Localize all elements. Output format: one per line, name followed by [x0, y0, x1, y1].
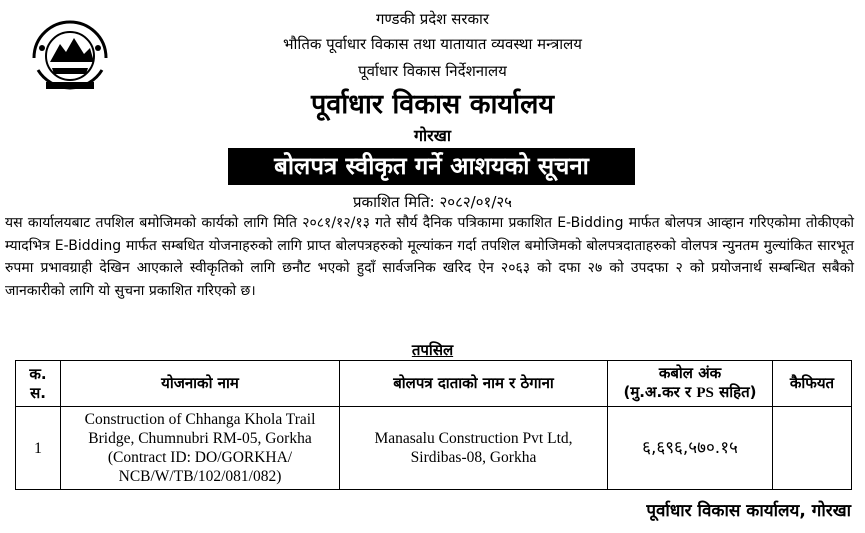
nepal-emblem-icon — [28, 18, 112, 94]
ministry-name: भौतिक पूर्वाधार विकास तथा यातायात व्यवस्था मन्त्रालय — [283, 35, 582, 53]
header-amount-part-b: PS — [696, 385, 714, 401]
schedule-title-text: तपसिल — [411, 341, 454, 359]
row-sn: 1 — [16, 407, 61, 490]
bidder-line: Manasalu Construction Pvt Ltd, — [374, 430, 573, 447]
project-line: NCB/W/TB/102/081/082) — [118, 468, 282, 485]
header-bidder: बोलपत्र दाताको नाम र ठेगाना — [340, 361, 608, 407]
govt-name: गण्डकी प्रदेश सरकार — [375, 10, 490, 28]
signoff: पूर्वाधार विकास कार्यालय, गोरखा — [646, 501, 851, 521]
row-project — [61, 407, 340, 490]
header-amount-part-c: सहित) — [713, 383, 757, 401]
published-date: प्रकाशित मिति: २०८२/०१/२५ — [353, 193, 512, 211]
notice-title: बोलपत्र स्वीकृत गर्ने आशयको सूचना — [228, 148, 635, 185]
table-row — [16, 407, 852, 490]
header-sn-line2: स. — [30, 383, 46, 402]
project-line: Construction of Chhanga Khola Trail — [84, 411, 316, 428]
office-name: पूर्वाधार विकास कार्यालय — [310, 89, 555, 120]
row-amount: ६,६९६,५७०.१५ — [608, 407, 773, 490]
header-amount — [608, 361, 773, 407]
project-line: (Contract ID: DO/GORKHA/ — [107, 449, 293, 466]
header-amount-part-a: (मु.अ.कर र — [623, 383, 697, 401]
row-bidder — [340, 407, 608, 490]
bidder-line: Sirdibas-08, Gorkha — [410, 449, 537, 466]
table-header-row — [16, 361, 852, 407]
office-place: गोरखा — [414, 126, 451, 145]
header-project: योजनाको नाम — [61, 361, 340, 407]
notice-body: यस कार्यालयबाट तपशिल बमोजिमको कार्यको लागि मिति २०८१/१२/१३ गते सौर्य दैनिक पत्रिकामा प्रकाशित E-Bidding मार्फत बोलपत्र आव्हान गरिएकोमा तोकीएको म्यादभित्र E-Bidding मार्फत सम्बधित योजनाहरुको लागि प्राप्त बोलपत्रहरुको मूल्यांकन गर्दा तपशिल बमोजिमको बोलपत्रदाताहरुको वोलपत्र न्युनतम मुल्यांकित सारभूत रुपमा प्रभावग्राही देखिन आएकाले स्वीकृतिको लागि छनौट भएको हुदाँ सार्वजनिक खरिद ऐन २०६३ को दफा २७ को उपदफा २ को प्रयोजनार्थ सम्बन्धित सबैको जानकारीको लागि यो सुचना प्रकाशित गरिएको छ। — [5, 215, 854, 299]
project-line: Bridge, Chumnubri RM-05, Gorkha — [88, 430, 312, 447]
header-amount-line2 — [612, 383, 768, 403]
header-sn-line1: क. — [29, 364, 47, 383]
row-remarks — [773, 407, 852, 490]
header-sn — [16, 361, 61, 407]
header-amount-line1: कबोल अंक — [658, 364, 722, 382]
directorate-name: पूर्वाधार विकास निर्देशनालय — [358, 62, 507, 80]
schedule-title — [0, 340, 865, 360]
header-remarks: कैफियत — [773, 361, 852, 407]
schedule-table — [15, 360, 852, 490]
